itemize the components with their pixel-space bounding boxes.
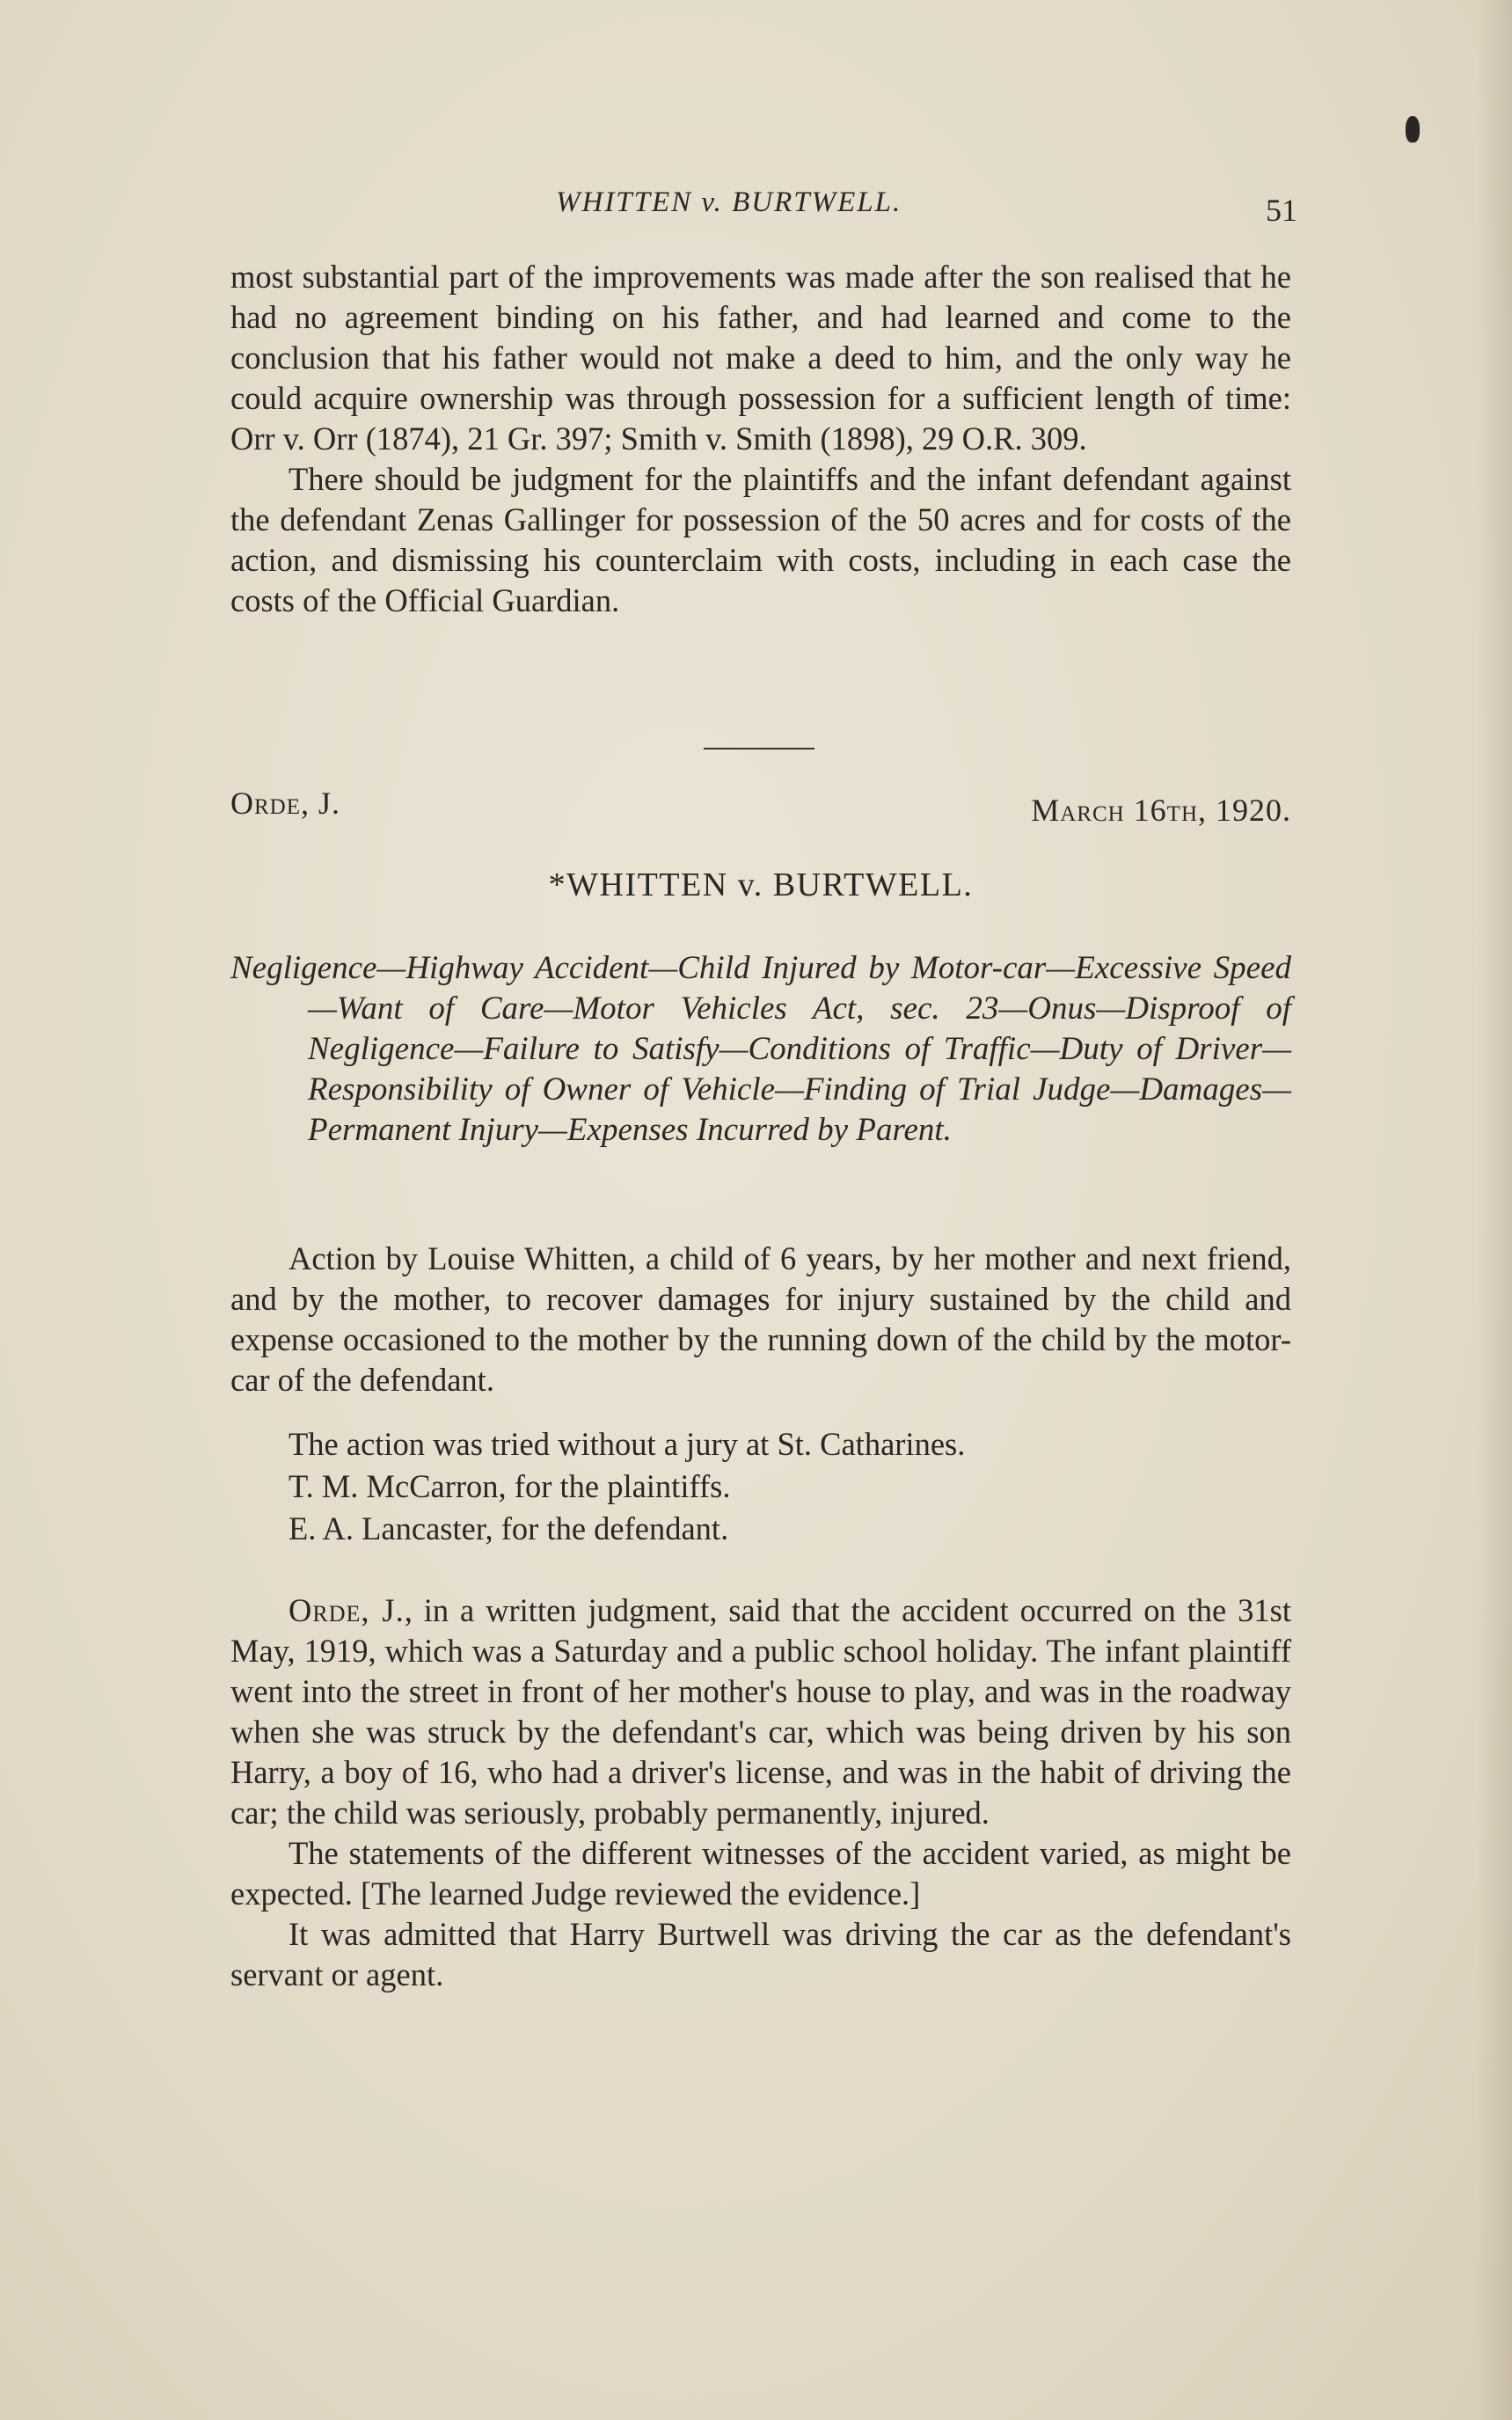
judgment-text — [230, 1590, 1291, 1995]
judgment-date: March 16th, 1920. — [1031, 793, 1291, 828]
statement-paragraph: Action by Louise Whitten, a child of 6 years, by her mother and next friend, and by the mother, to recover damages for injury sustained by the child and expense occasioned to the mother by the running down of the child by the motor-car of the defendant. — [230, 1240, 1291, 1398]
headnote: Negligence—Highway Accident—Child Injured by Motor-car—Excessive Speed—Want of Care—Motor Vehicles Act, sec. 23—Onus—Disproof of Negligence—Failure to Satisfy—Conditions of Traffic—Duty of Driver—Responsibility of Owner of Vehicle—Finding of Trial Judge—Damages—Permanent Injury—Expenses Incurred by Parent. — [230, 950, 1291, 1148]
trial-note: The action was tried without a jury at St. Catharines. — [289, 1426, 966, 1462]
ink-blot — [1406, 116, 1420, 143]
judgment-paragraph-1 — [230, 1590, 1291, 1833]
counsel-plaintiffs: T. M. McCarron, for the plaintiffs. — [289, 1468, 731, 1504]
running-head: WHITTEN v. BURTWELL. — [556, 186, 902, 218]
prior-case-text — [230, 257, 1291, 621]
counsel-defendant: E. A. Lancaster, for the defendant. — [289, 1510, 729, 1546]
judgment-paragraph-2: The statements of the different witnesses of the accident varied, as might be expected. [The learned Judge reviewed the evidence.] — [230, 1835, 1291, 1912]
section-divider — [704, 748, 814, 749]
prior-case-paragraph-2: There should be judgment for the plaintiffs and the infant defendant against the defendant Zenas Gallinger for possession of the 50 acres and for costs of the action, and dismissing his counterclaim with costs, including in each case the costs of the Official Guardian. — [230, 461, 1291, 618]
judgment-paragraph-3: It was admitted that Harry Burtwell was driving the car as the defendant's servant or agent. — [230, 1916, 1291, 1992]
appearances — [230, 1423, 1291, 1550]
case-statement — [230, 1239, 1291, 1400]
case-title: *WHITTEN v. BURTWELL. — [548, 866, 974, 903]
page-header — [229, 183, 1297, 236]
page-edge-shadow — [1477, 0, 1512, 2420]
judgment-judge: Orde, J. — [289, 1592, 405, 1628]
case-judge-line — [230, 785, 1291, 829]
judgment-paragraph-1-text: , in a written judgment, said that the accident occurred on the 31st May, 1919, which was a Saturday and a public school holiday. The infant plaintiff went into the street in front of her mother's house to play, and was in the roadway when she was struck by the defendant's car, which was being driven by his son Harry, a boy of 16, who had a driver's license, and was in the habit of driving the car; the child was seriously, probably permanently, injured. — [230, 1592, 1291, 1831]
prior-case-paragraph-1: most substantial part of the improvements was made after the son realised that he had no agreement binding on his father, and had learned and come to the conclusion that his father would not make a deed to him, and the only way he could acquire ownership was through possession for a sufficient length of time: Orr v. Orr (1874), 21 Gr. 397; Smith v. Smith (1898), 29 O.R. 309. — [230, 259, 1291, 457]
page-number: 51 — [1266, 193, 1297, 228]
judge-name: Orde, J. — [230, 786, 341, 821]
